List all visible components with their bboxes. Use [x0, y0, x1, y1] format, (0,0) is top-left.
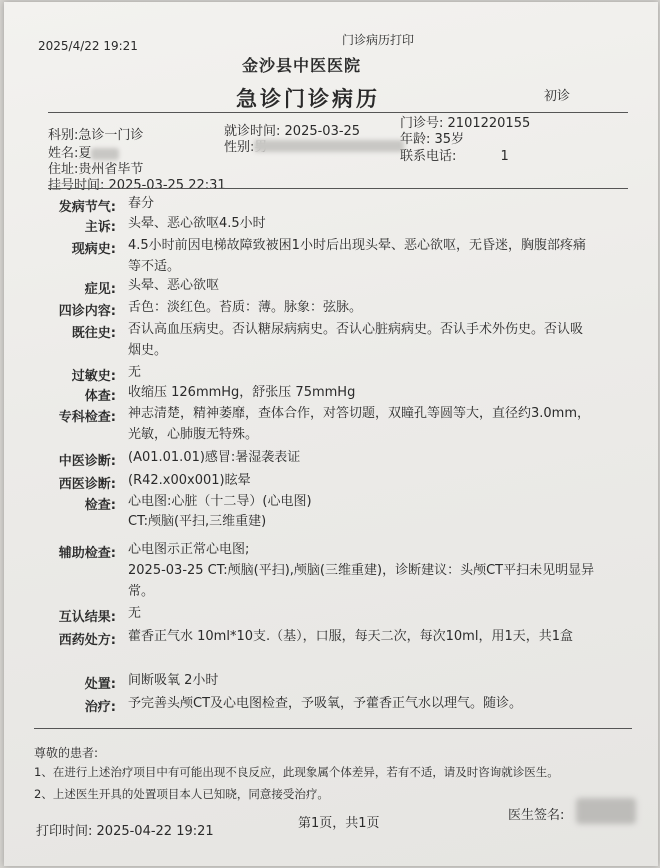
- record-value: 予完善头颅CT及心电图检查，予吸氧，予藿香正气水以理气。随诊。: [128, 696, 523, 711]
- info-divider: [48, 188, 628, 189]
- clinic-no-value: 2101220155: [447, 116, 531, 131]
- record-label: 西医诊断:: [58, 477, 116, 492]
- notice-line-1: 1、在进行上述治疗项目中有可能出现不良反应，此现象属个体差异，若有不适，请及时咨询就诊医生。: [34, 765, 559, 779]
- age-value: 35岁: [434, 132, 465, 147]
- phone-label: 联系电话:: [400, 149, 457, 164]
- name-value: 夏: [78, 146, 92, 161]
- name-label: 姓名:: [48, 146, 79, 161]
- record-label: 既往史:: [71, 326, 116, 341]
- record-label: 体查:: [84, 389, 116, 404]
- print-time-value: 2025-04-22 19:21: [96, 824, 214, 839]
- notice-title: 尊敬的患者:: [34, 746, 99, 760]
- record-value: 心电图:心脏（十二导）(心电图): [128, 494, 312, 509]
- header-divider: [48, 112, 628, 113]
- record-value: 2025-03-25 CT:颅脑(平扫),颅脑(三维重建)，诊断建议：头颅CT平扫未见明显异常。: [128, 563, 595, 599]
- hospital-name: 金沙县中医医院: [242, 56, 362, 75]
- record-label: 西药处方:: [58, 633, 116, 648]
- record-value: 无: [128, 606, 142, 621]
- record-value: 无: [128, 365, 142, 380]
- record-value: (A01.01.01)感冒:暑湿袭表证: [128, 450, 301, 465]
- record-value: 舌色：淡红色。苔质：薄。脉象：弦脉。: [128, 300, 363, 315]
- record-label: 治疗:: [84, 700, 116, 715]
- record-label: 发病节气:: [58, 200, 116, 215]
- clinic-no-label: 门诊号:: [400, 116, 444, 131]
- document-title: 急诊门诊病历: [236, 87, 380, 111]
- record-label: 检查:: [84, 498, 116, 513]
- visit-date-label: 就诊时间:: [224, 124, 281, 139]
- doctor-sign-label: 医生签名:: [508, 808, 565, 823]
- record-value: 4.5小时前因电梯故障致被困1小时后出现头晕、恶心欲呕，无昏迷，胸腹部疼痛等不适。: [128, 238, 586, 274]
- record-value: 收缩压 126mmHg，舒张压 75mmHg: [128, 385, 356, 400]
- address-value: 贵州省毕节: [78, 162, 144, 177]
- record-label: 互认结果:: [58, 610, 116, 625]
- record-label: 处置:: [84, 677, 116, 692]
- visit-date-value: 2025-03-25: [284, 124, 361, 139]
- record-label: 中医诊断:: [58, 454, 116, 469]
- doctor-signature: [576, 798, 636, 824]
- age-label: 年龄:: [400, 132, 431, 147]
- print-time-field: [36, 820, 214, 839]
- record-value: 否认高血压病史。否认糖尿病病史。否认心脏病病史。否认手术外伤史。否认吸烟史。: [128, 322, 584, 358]
- record-label: 四诊内容:: [58, 304, 116, 319]
- notice-line-2: 2、上述医生开具的处置项目本人已知晓，同意接受治疗。: [34, 787, 329, 801]
- dept-label: 科别:: [48, 128, 79, 143]
- record-value: CT:颅脑(平扫,三维重建): [128, 514, 267, 529]
- phone-value: 1: [500, 149, 509, 164]
- reg-time-field: [48, 174, 226, 193]
- dept-value: 急诊一门诊: [78, 128, 144, 143]
- record-label: 专科检查:: [58, 410, 116, 425]
- record-label: 症见:: [84, 282, 116, 297]
- phone-field: [400, 145, 509, 164]
- print-caption: 门诊病历打印: [342, 33, 415, 47]
- record-label: 现病史:: [71, 242, 116, 257]
- record-value: 心电图示正常心电图;: [128, 542, 250, 557]
- record-value: 神志清楚，精神萎靡，查体合作，对答切题，双瞳孔等圆等大，直径约3.0mm，光敏，心肺腹无特殊。: [128, 406, 591, 442]
- reg-time-value: 2025-03-25 22:31: [108, 178, 226, 193]
- record-value: 间断吸氧 2小时: [128, 673, 219, 688]
- sex-label: 性别:: [224, 140, 255, 155]
- print-timestamp: 2025/4/22 19:21: [38, 39, 138, 53]
- reg-time-label: 挂号时间:: [48, 178, 105, 193]
- footer-divider: [34, 728, 632, 729]
- print-time-label: 打印时间:: [36, 824, 93, 839]
- record-value: 藿香正气水 10ml*10支.（基），口服，每天二次，每次10ml，用1天，共1盒: [128, 629, 573, 644]
- record-label: 主诉:: [84, 220, 116, 235]
- visit-type: 初诊: [544, 89, 571, 104]
- record-value: (R42.x00x001)眩晕: [128, 473, 251, 488]
- record-label: 过敏史:: [71, 369, 116, 384]
- redaction-block: [254, 140, 404, 152]
- record-label: 辅助检查:: [58, 546, 116, 561]
- record-value: 头晕、恶心欲呕4.5小时: [128, 216, 266, 231]
- address-label: 住址:: [48, 162, 79, 177]
- page-info: 第1页，共1页: [298, 816, 380, 831]
- dept-field: [48, 124, 143, 143]
- record-value: 春分: [128, 196, 155, 211]
- record-paper: [4, 2, 658, 866]
- record-value: 头晕、恶心欲呕: [128, 278, 220, 293]
